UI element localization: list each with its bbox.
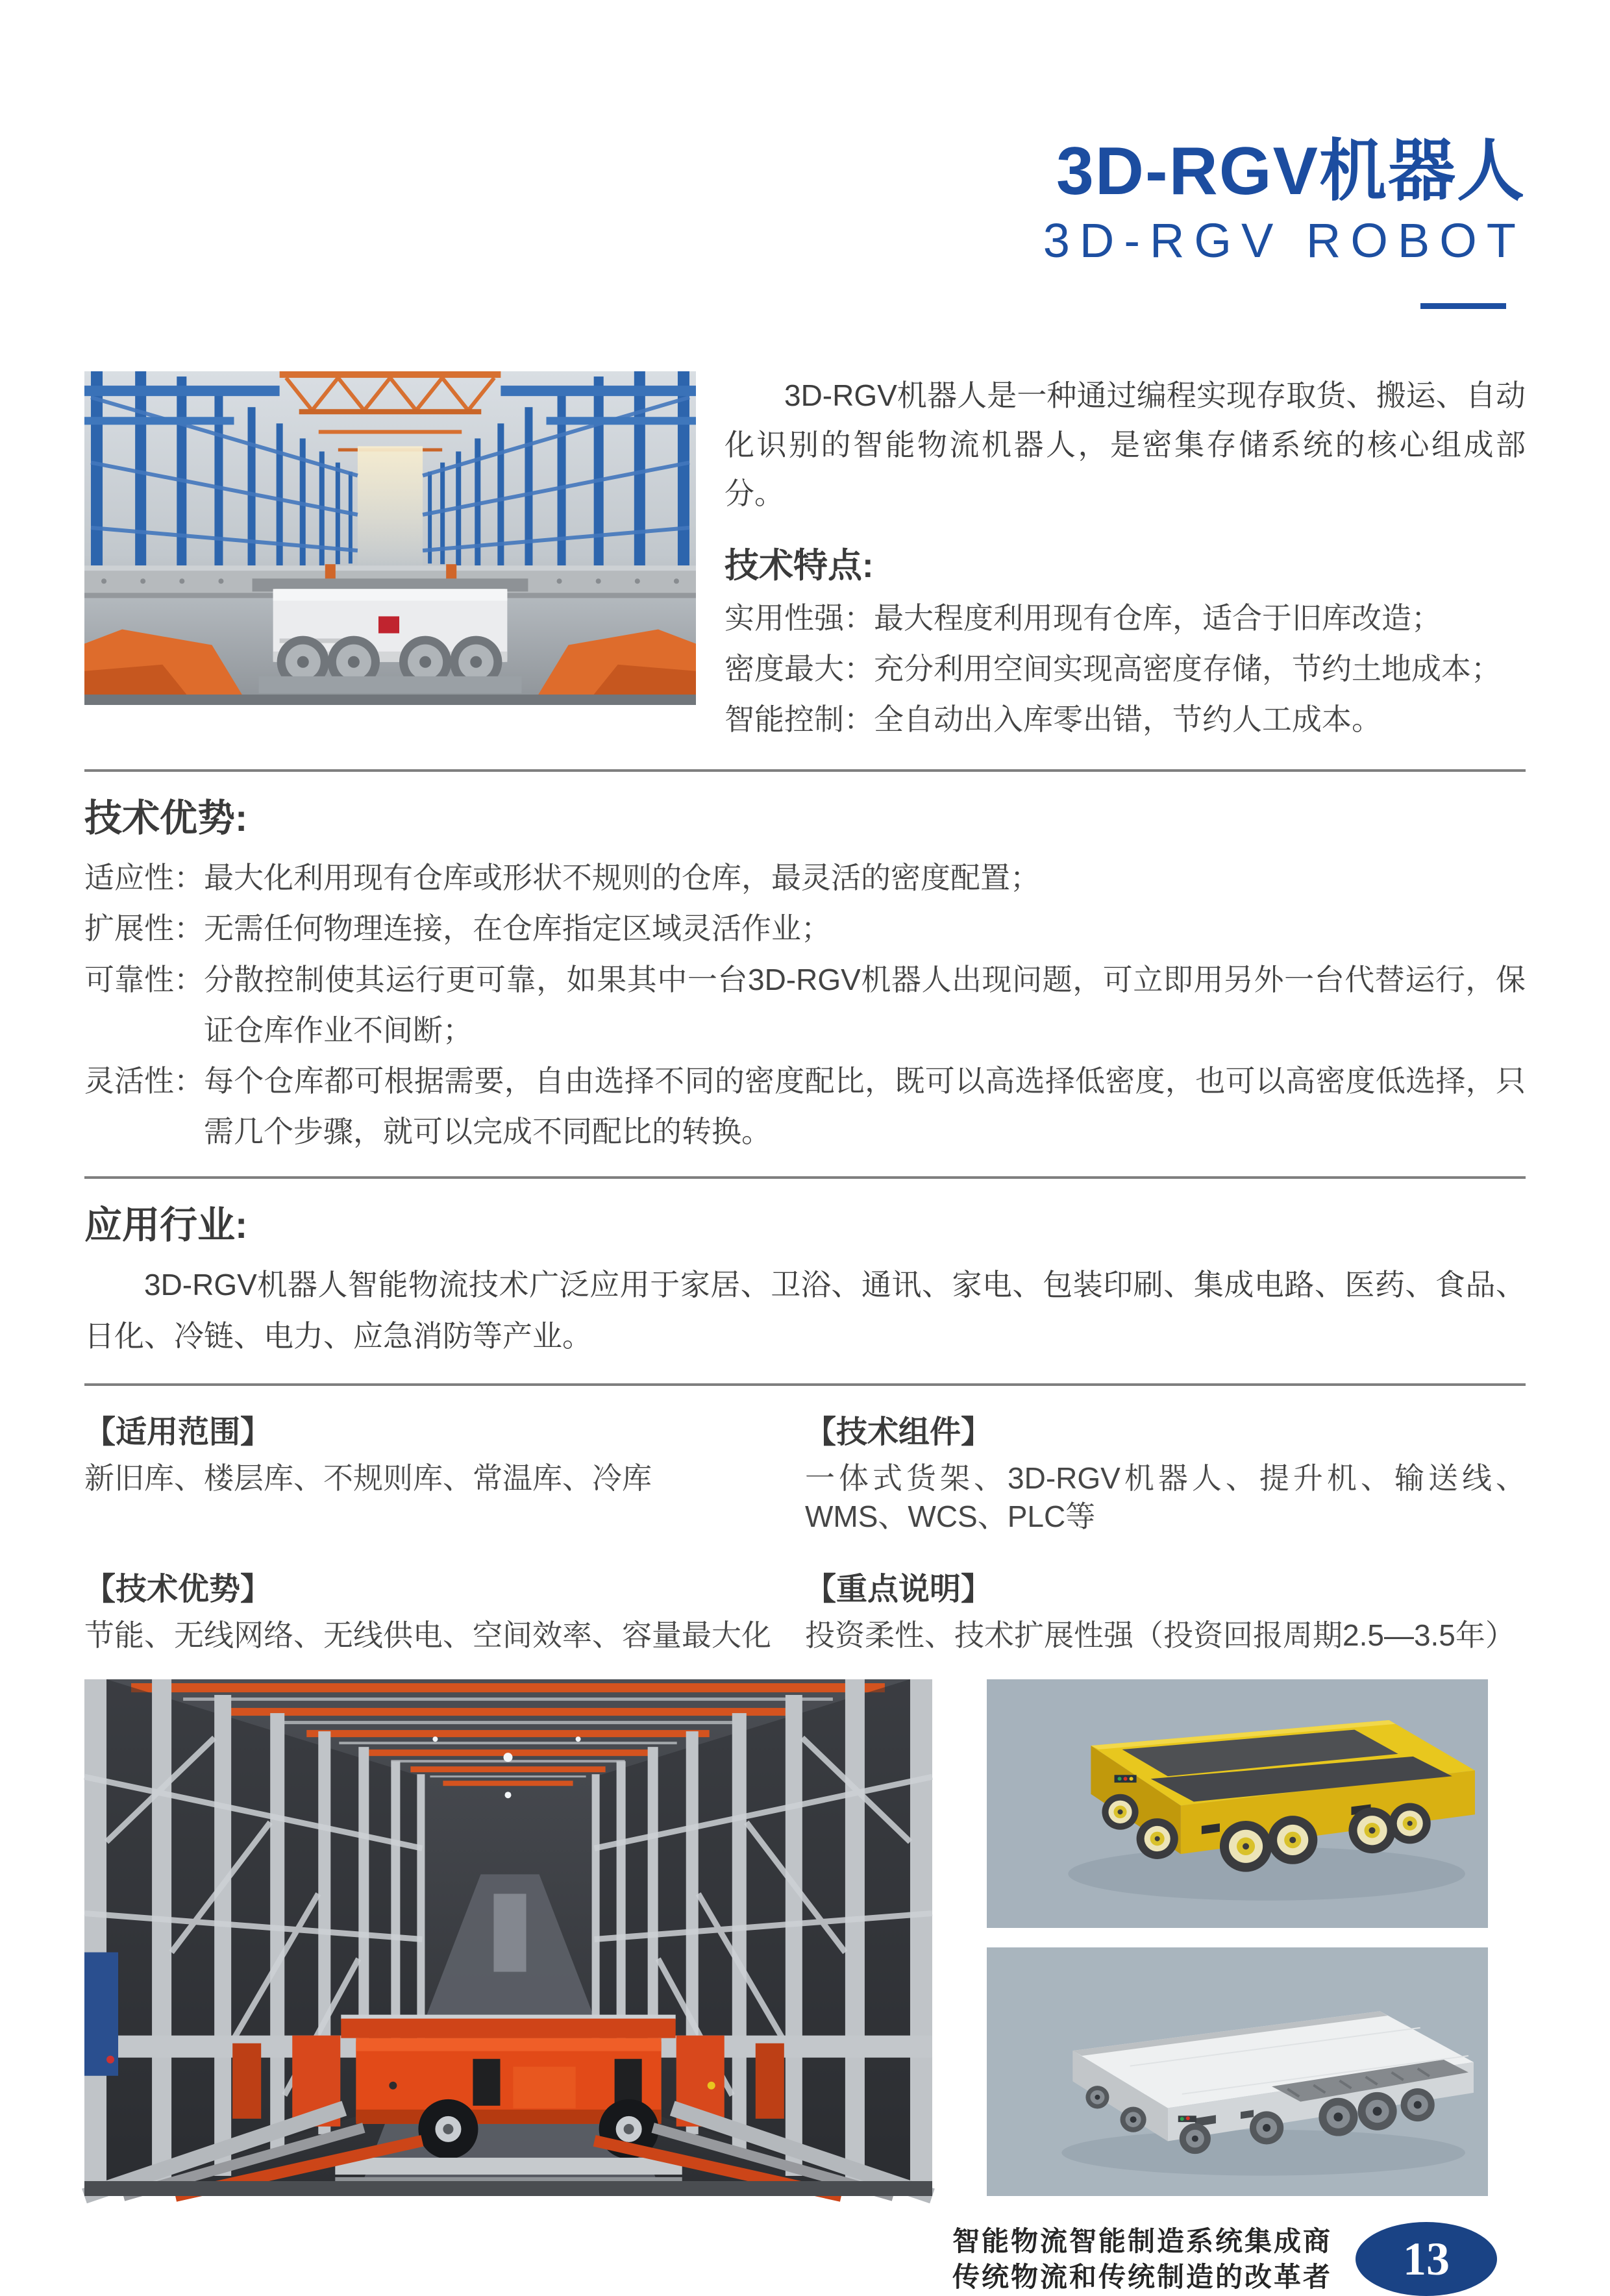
footer-slogan-line2: 传统物流和传统制造的改革者 [952,2262,1332,2293]
spec-block-notes [805,1564,1526,1655]
spec-block-components [805,1407,1526,1536]
render-photo-stack [987,1679,1488,2196]
spec-heading: 【技术优势】 [84,1572,272,1607]
tech-features-heading: 技术特点: [724,546,874,585]
advantage-item [84,903,1526,954]
page-title: 3D-RGV机器人 [1056,134,1526,209]
advantage-desc: 每个仓库都可根据需要，自由选择不同的密度配比，既可以高选择低密度，也可以高密度低选择，只需几个步骤，就可以完成不同配比的转换。 [204,1063,1526,1149]
applications-section [84,1194,1526,1361]
advantage-term: 适应性： [84,861,204,895]
warehouse-aisle-illustration [84,371,696,705]
feature-term: 密度最大： [724,651,874,685]
tech-advantages-heading: 技术优势: [84,797,248,840]
feature-desc: 全自动出入库零出错，节约人工成本。 [874,702,1381,736]
tech-feature-item [724,643,1526,694]
page-footer [84,2222,1526,2296]
warehouse-orange-rgv-photo [84,1679,932,2196]
warehouse-aisle-photo [84,371,696,705]
tech-advantages-list [84,852,1526,1157]
page-header [84,0,1526,309]
separator-line-3 [84,1383,1526,1386]
photo-gallery [84,1679,1526,2196]
spec-heading: 【重点说明】 [805,1572,993,1607]
advantage-desc: 最大化利用现有仓库或形状不规则的仓库，最灵活的密度配置； [204,861,1040,895]
advantage-term: 扩展性： [84,911,204,946]
spec-text: 投资柔性、技术扩展性强（投资回报周期2.5—3.5年） [805,1618,1515,1653]
spec-block-scope [84,1407,773,1536]
title-accent-line [1420,303,1506,309]
yellow-rgv-illustration [987,1679,1488,1928]
spec-heading: 【适用范围】 [84,1414,272,1450]
footer-slogan [952,2223,1332,2295]
separator-line-2 [84,1176,1526,1179]
intro-paragraph: 3D-RGV机器人是一种通过编程实现存取货、搬运、自动化识别的智能物流机器人，是密集存储系统的核心组成部分。 [724,378,1526,511]
spec-text: 新旧库、楼层库、不规则库、常温库、冷库 [84,1461,652,1495]
intro-section [84,371,1526,745]
advantage-desc: 分散控制使其运行更可靠，如果其中一台3D-RGV机器人出现问题，可立即用另外一台代替运行，保证仓库作业不间断； [204,962,1526,1047]
feature-desc: 充分利用空间实现高密度存储，节约土地成本； [874,651,1501,685]
spec-text: 节能、无线网络、无线供电、空间效率、容量最大化 [84,1618,771,1653]
advantage-desc: 无需任何物理连接，在仓库指定区域灵活作业； [204,911,831,946]
page-number: 13 [1403,2232,1450,2285]
tech-advantages-section [84,787,1526,1157]
tech-feature-item [724,694,1526,745]
advantage-item [84,852,1526,903]
advantage-term: 灵活性： [84,1063,204,1098]
advantage-item [84,954,1526,1055]
feature-desc: 最大程度利用现有仓库，适合于旧库改造； [874,600,1441,635]
applications-paragraph: 3D-RGV机器人智能物流技术广泛应用于家居、卫浴、通讯、家电、包装印刷、集成电路、医药、食品、日化、冷链、电力、应急消防等产业。 [84,1268,1526,1353]
white-rgv-illustration [987,1947,1488,2196]
page-subtitle: 3D-RGV ROBOT [1043,214,1526,268]
white-rgv-render-photo [987,1947,1488,2196]
applications-heading: 应用行业: [84,1204,248,1247]
spec-block-advantages [84,1564,773,1655]
spec-text: 一体式货架、3D-RGV机器人、提升机、输送线、WMS、WCS、PLC等 [805,1461,1526,1533]
spec-heading: 【技术组件】 [805,1414,993,1450]
aisle-light-glow [358,447,423,571]
page-number-badge [1356,2222,1497,2296]
intro-column [724,371,1526,745]
footer-slogan-line1: 智能物流智能制造系统集成商 [952,2225,1332,2256]
separator-line-1 [84,769,1526,772]
yellow-rgv-render-photo [987,1679,1488,1928]
tech-feature-item [724,593,1526,643]
feature-term: 实用性强： [724,600,874,635]
spec-grid [84,1407,1526,1655]
warehouse-orange-rgv-illustration [84,1679,932,2196]
tech-features-list [724,593,1526,745]
advantage-item [84,1055,1526,1157]
feature-term: 智能控制： [724,702,874,736]
advantage-term: 可靠性： [84,962,204,996]
